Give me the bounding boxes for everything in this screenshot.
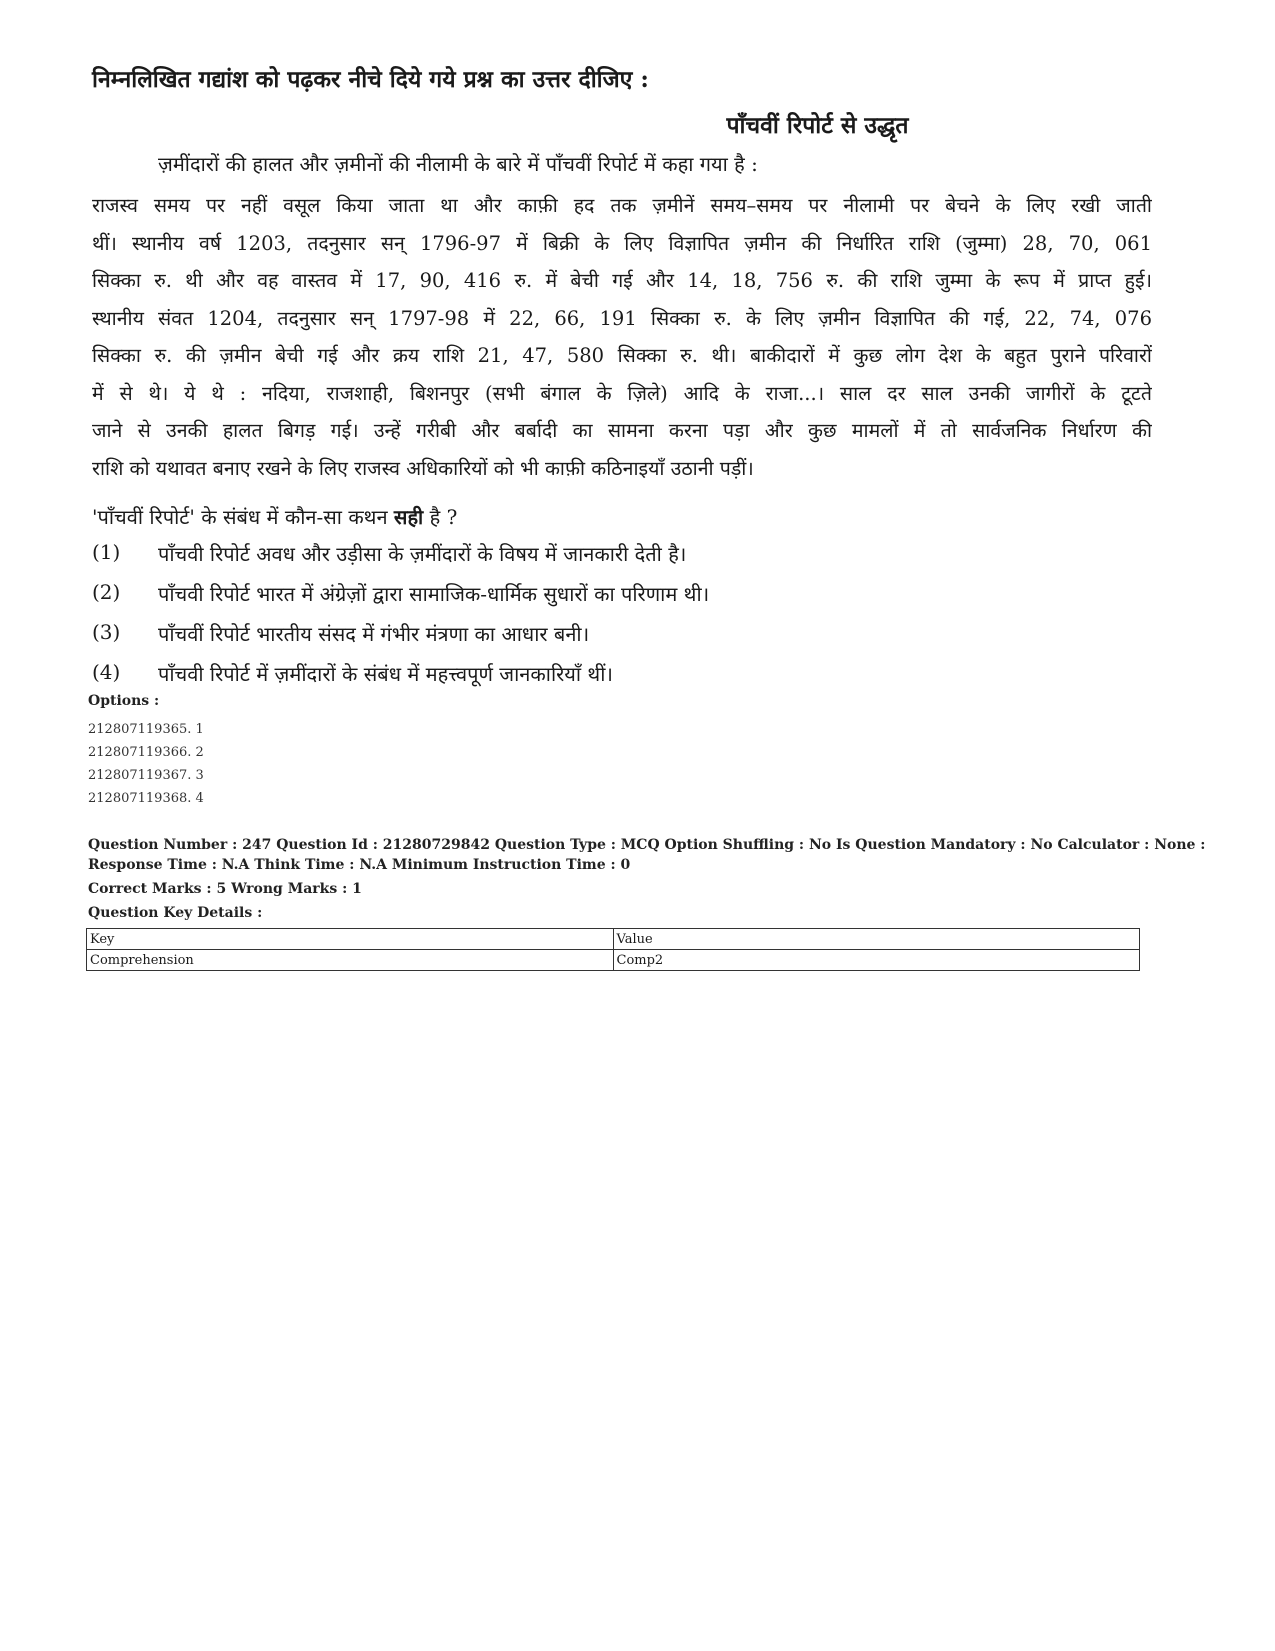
passage-line: जाने से उनकी हालत बिगड़ गई। उन्हें गरीबी और बर्बादी का सामना करना पड़ा और कुछ मामलों में तो सार्वजनिक निर्धारण की (92, 419, 1152, 442)
question-text-before: 'पाँचवीं रिपोर्ट' के संबंध में कौन-सा कथन (92, 505, 394, 529)
passage-line: थीं। स्थानीय वर्ष 1203, तदनुसार सन् 1796-97 में बिक्री के लिए विज्ञापित ज़मीन की निर्धारित राशि (जुम्मा) 28, 70, 061 (92, 231, 1152, 255)
table-header-cell: Key (87, 929, 614, 950)
option-number: (1) (92, 540, 121, 564)
passage-title-text: पाँचवीं रिपोर्ट से उद्धृत (726, 112, 909, 139)
table-header-row (87, 929, 1140, 950)
option-text: पाँचवी रिपोर्ट भारत में अंग्रेज़ों द्वारा सामाजिक-धार्मिक सुधारों का परिणाम थी। (158, 582, 710, 606)
question-emphasis: सही (393, 505, 424, 529)
question-meta-line1: Question Number : 247 Question Id : 21280729842 Question Type : MCQ Option Shuffling : No Is Question Mandatory : No Calculator : None : (88, 837, 1206, 853)
option-id: 212807119368. 4 (88, 791, 204, 806)
option-number: (3) (92, 620, 121, 644)
question-meta-line2: Response Time : N.A Think Time : N.A Minimum Instruction Time : 0 (88, 857, 631, 873)
key-details-table (86, 928, 1140, 971)
passage-line: सिक्का रु. की ज़मीन बेची गई और क्रय राशि 21, 47, 580 सिक्का रु. थी। बाकीदारों में कुछ लोग देश के बहुत पुराने परिवारों (92, 344, 1152, 367)
option-number: (4) (92, 660, 121, 684)
option-text: पाँचवी रिपोर्ट अवध और उड़ीसा के ज़मींदारों के विषय में जानकारी देती है। (158, 542, 687, 566)
option-number: (2) (92, 580, 121, 604)
option-id: 212807119367. 3 (88, 768, 204, 783)
passage-line: स्थानीय संवत 1204, तदनुसार सन् 1797-98 में 22, 66, 191 सिक्का रु. के लिए ज़मीन विज्ञापित की गई, 22, 74, 076 (92, 306, 1152, 330)
key-details-label: Question Key Details : (88, 905, 263, 921)
instruction-heading: निम्नलिखित गद्यांश को पढ़कर नीचे दिये गये प्रश्न का उत्तर दीजिए : (92, 66, 649, 93)
passage-line: राशि को यथावत बनाए रखने के लिए राजस्व अधिकारियों को भी काफ़ी कठिनाइयाँ उठानी पड़ीं। (92, 456, 754, 480)
passage-intro: ज़मींदारों की हालत और ज़मीनों की नीलामी के बारे में पाँचवीं रिपोर्ट में कहा गया है : (158, 152, 758, 176)
option-text: पाँचवी रिपोर्ट में ज़मींदारों के संबंध में महत्त्वपूर्ण जानकारियाँ थीं। (158, 662, 613, 686)
passage-title (0, 108, 1275, 140)
question-stem (92, 503, 457, 530)
marks-line: Correct Marks : 5 Wrong Marks : 1 (88, 881, 362, 897)
table-cell: Comprehension (87, 950, 614, 971)
options-label: Options : (88, 693, 160, 709)
table-row (87, 950, 1140, 971)
table-header-cell: Value (613, 929, 1140, 950)
passage-body (92, 187, 1152, 487)
option-id: 212807119366. 2 (88, 745, 204, 760)
option-id-list (88, 718, 204, 810)
table-cell: Comp2 (613, 950, 1140, 971)
passage-line: राजस्व समय पर नहीं वसूल किया जाता था और काफ़ी हद तक ज़मीनें समय–समय पर नीलामी पर बेचने के लिए रखी जाती (92, 194, 1152, 217)
passage-line: सिक्का रु. थी और वह वास्तव में 17, 90, 416 रु. में बेची गई और 14, 18, 756 रु. की राशि जुम्मा के रूप में प्राप्त हुई। (92, 269, 1152, 292)
question-text-after: है ? (423, 505, 458, 529)
passage-line: में से थे। ये थे : नदिया, राजशाही, बिशनपुर (सभी बंगाल के ज़िले) आदि के राजा...। साल दर साल उनकी जागीरों के टूटते (92, 381, 1152, 405)
option-text: पाँचवीं रिपोर्ट भारतीय संसद में गंभीर मंत्रणा का आधार बनी। (158, 622, 590, 646)
option-id: 212807119365. 1 (88, 722, 204, 737)
